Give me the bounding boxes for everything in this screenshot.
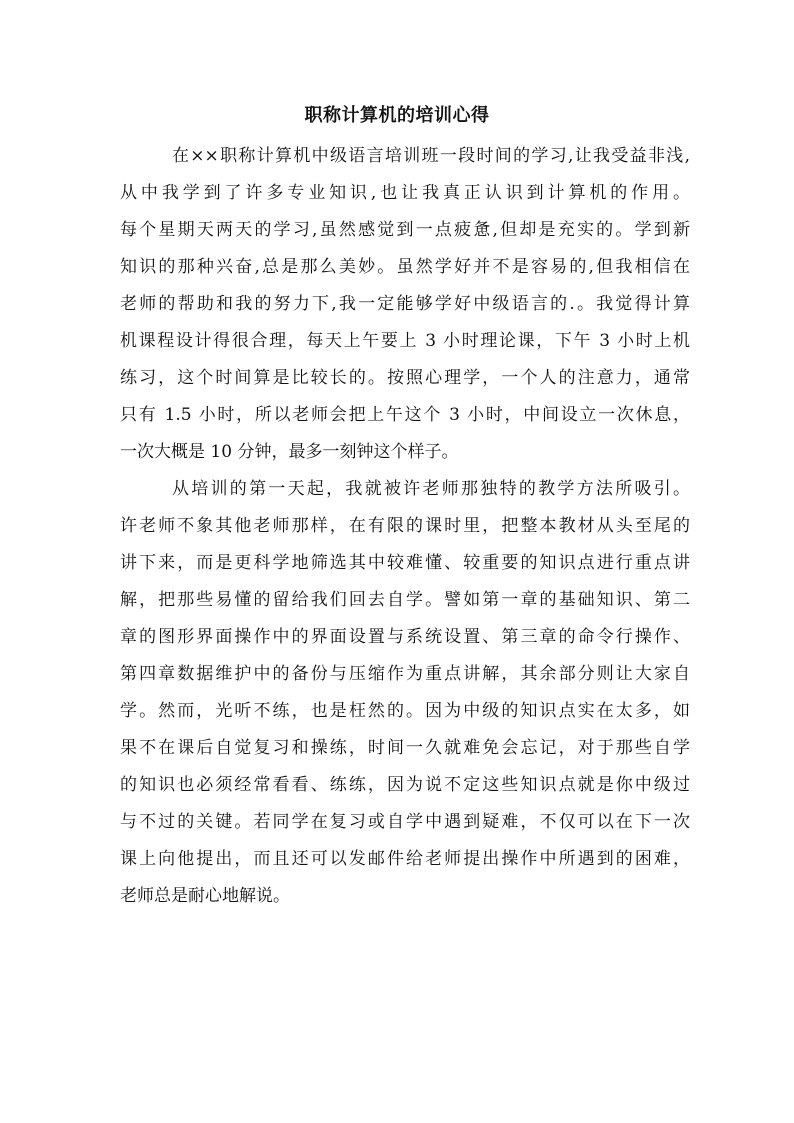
paragraph-1-line-6: 机课程设计得很合理，每天上午要上 3 小时理论课，下午 3 小时上机 [120, 331, 690, 351]
document-title: 职称计算机的培训心得 [304, 105, 490, 126]
paragraph-2-line-6: 第四章数据维护中的备份与压缩作为重点讲解，其余部分则让大家自 [120, 664, 690, 684]
paragraph-2-line-4: 解，把那些易懂的留给我们回去自学。譬如第一章的基础知识、第二 [120, 590, 690, 610]
paragraph-2-line-9: 的知识也必须经常看看、练练，因为说不定这些知识点就是你中级过 [120, 775, 690, 795]
paragraph-1-line-7: 练习，这个时间算是比较长的。按照心理学，一个人的注意力，通常 [120, 368, 690, 388]
paragraph-1-line-1: 在××职称计算机中级语言培训班一段时间的学习,让我受益非浅, [172, 146, 690, 166]
paragraph-1-line-5: 老师的帮助和我的努力下,我一定能够学好中级语言的.。我觉得计算 [120, 294, 690, 314]
paragraph-1-line-8: 只有 1.5 小时，所以老师会把上午这个 3 小时，中间设立一次休息， [120, 405, 690, 425]
paragraph-1-line-2: 从中我学到了许多专业知识,也让我真正认识到计算机的作用。 [120, 183, 690, 203]
paragraph-2-line-2: 许老师不象其他老师那样，在有限的课时里，把整本教材从头至尾的 [120, 516, 690, 536]
paragraph-2-line-11: 课上向他提出，而且还可以发邮件给老师提出操作中所遇到的困难， [120, 849, 690, 869]
paragraph-2-line-12: 老师总是耐心地解说。 [120, 886, 290, 906]
paragraph-2-line-8: 果不在课后自觉复习和操练，时间一久就难免会忘记，对于那些自学 [120, 738, 690, 758]
paragraph-2-line-1: 从培训的第一天起，我就被许老师那独特的教学方法所吸引。 [172, 479, 690, 499]
paragraph-2-line-5: 章的图形界面操作中的界面设置与系统设置、第三章的命令行操作、 [120, 627, 690, 647]
paragraph-2-line-10: 与不过的关键。若同学在复习或自学中遇到疑难，不仅可以在下一次 [120, 812, 690, 832]
paragraph-1-line-3: 每个星期天两天的学习,虽然感觉到一点疲惫,但却是充实的。学到新 [120, 220, 690, 240]
paragraph-1-line-9: 一次大概是 10 分钟，最多一刻钟这个样子。 [120, 442, 459, 462]
paragraph-2-line-3: 讲下来，而是更科学地筛选其中较难懂、较重要的知识点进行重点讲 [120, 553, 690, 573]
paragraph-1-line-4: 知识的那种兴奋,总是那么美妙。虽然学好并不是容易的,但我相信在 [120, 257, 690, 277]
document-body [120, 138, 690, 915]
paragraph-2-line-7: 学。然而，光听不练，也是枉然的。因为中级的知识点实在太多，如 [120, 701, 690, 721]
